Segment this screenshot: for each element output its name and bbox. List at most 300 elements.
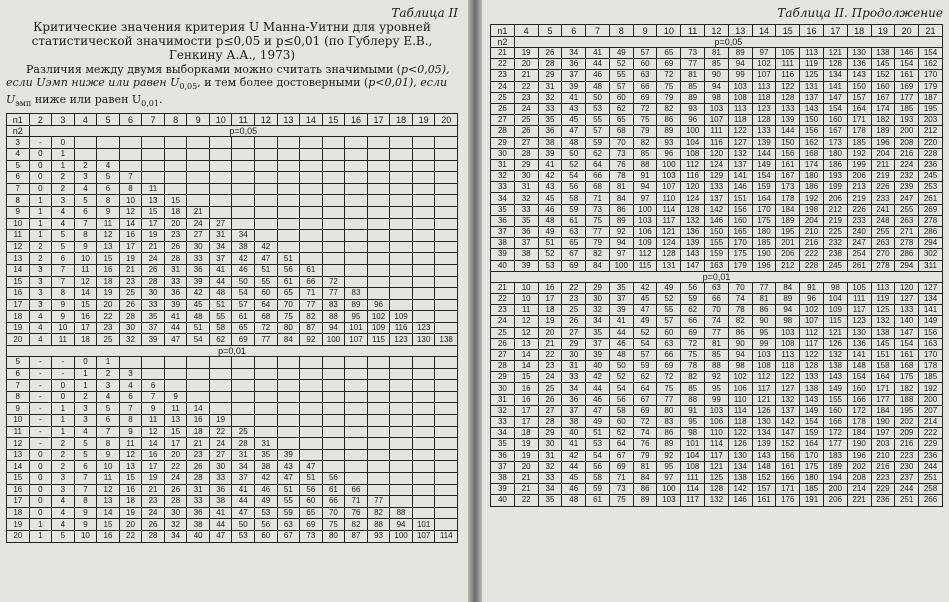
table-cell: 145 <box>871 59 895 70</box>
table-cell: 31 <box>514 182 538 193</box>
table-cell: 1 <box>52 426 75 438</box>
table-cell: 147 <box>895 327 919 338</box>
table-cell: 80 <box>277 322 300 334</box>
table-cell: 219 <box>847 193 871 204</box>
table-cell <box>232 206 255 218</box>
table-cell: 84 <box>609 193 633 204</box>
table-cell: 46 <box>609 338 633 349</box>
table-cell: 116 <box>390 322 413 334</box>
table-cell: 21 <box>119 264 142 276</box>
table-cell: 3 <box>97 380 120 392</box>
table-cell: 36 <box>164 288 187 300</box>
table-cell <box>187 183 210 195</box>
table-cell: 229 <box>919 439 943 450</box>
table-cell <box>345 473 368 485</box>
table-cell: 173 <box>776 182 800 193</box>
table-cell: 28 <box>514 148 538 159</box>
table-cell: 57 <box>657 316 681 327</box>
table-cell: 90 <box>752 316 776 327</box>
corner-n2: n2 <box>7 126 30 137</box>
table-row <box>491 92 943 103</box>
table-cell: 18 <box>97 276 120 288</box>
table-cell <box>232 148 255 160</box>
table-cell: 22 <box>514 495 538 506</box>
table-cell: 103 <box>776 327 800 338</box>
table-cell: 223 <box>871 472 895 483</box>
table-cell: 14 <box>119 218 142 230</box>
table-cell: 261 <box>847 260 871 271</box>
title-line: Генкину А.А., 1973) <box>168 48 296 62</box>
table-row <box>491 193 943 204</box>
table-row <box>7 322 458 334</box>
table-cell <box>277 438 300 450</box>
table-cell <box>277 241 300 253</box>
table-cell: 122 <box>776 372 800 383</box>
table-cell: 72 <box>681 338 705 349</box>
table-cell: 25 <box>119 288 142 300</box>
table-cell: 192 <box>919 383 943 394</box>
table-cell: 302 <box>919 249 943 260</box>
table-cell: 194 <box>823 472 847 483</box>
table-cell <box>232 195 255 207</box>
table-cell: 94 <box>776 305 800 316</box>
table-cell: 197 <box>871 428 895 439</box>
table-cell: 21 <box>142 241 165 253</box>
table-cell: 26 <box>538 394 562 405</box>
table-cell: 138 <box>871 48 895 59</box>
table-cell: 43 <box>538 182 562 193</box>
table-cell <box>412 415 435 427</box>
table-cell: 20 <box>514 461 538 472</box>
table-cell: 176 <box>776 495 800 506</box>
table-cell: 2 <box>52 461 75 473</box>
table-cell <box>345 137 368 149</box>
table-cell: 47 <box>232 507 255 519</box>
table-cell <box>255 218 278 230</box>
table-cell: 1 <box>74 380 97 392</box>
table-cell: 32 <box>491 171 515 182</box>
table-cell: 126 <box>823 338 847 349</box>
table-cell: 57 <box>633 48 657 59</box>
table-cell <box>232 183 255 195</box>
table-cell: 184 <box>871 405 895 416</box>
table-cell: 155 <box>705 238 729 249</box>
table-cell: 37 <box>514 238 538 249</box>
table-cell: 39 <box>491 249 515 260</box>
table-cell: 109 <box>823 305 847 316</box>
table-cell: 45 <box>562 472 586 483</box>
table-cell: 154 <box>919 48 943 59</box>
table-row <box>7 415 458 427</box>
table-row <box>491 394 943 405</box>
table-row <box>491 484 943 495</box>
table-cell: 109 <box>633 238 657 249</box>
table-cell: 100 <box>633 204 657 215</box>
table-cell: 84 <box>277 334 300 346</box>
table-cell <box>390 403 413 415</box>
table-cell: 11 <box>142 183 165 195</box>
table-cell: 12 <box>142 426 165 438</box>
table-cell <box>322 172 345 184</box>
table-cell <box>435 137 458 149</box>
table-cell: 60 <box>300 496 323 508</box>
table-cell: 41 <box>562 439 586 450</box>
table-cell: 132 <box>871 316 895 327</box>
table-cell: 112 <box>681 159 705 170</box>
table-cell <box>255 368 278 380</box>
table-cell <box>412 264 435 276</box>
table-cell: 51 <box>255 264 278 276</box>
table-cell: 212 <box>919 126 943 137</box>
table-cell: 0 <box>52 380 75 392</box>
table-cell: 3 <box>119 368 142 380</box>
table-cell <box>367 218 390 230</box>
table-cell: 201 <box>776 238 800 249</box>
table-cell: 23 <box>119 276 142 288</box>
table-cell: 8 <box>7 391 30 403</box>
table-cell: 110 <box>705 428 729 439</box>
table-cell: 219 <box>871 171 895 182</box>
table-cell <box>74 137 97 149</box>
mann-whitney-table-left <box>6 113 458 542</box>
table-cell: 58 <box>586 472 610 483</box>
table-cell: 116 <box>776 70 800 81</box>
table-cell: 118 <box>728 417 752 428</box>
table-cell: 7 <box>74 484 97 496</box>
table-cell: 91 <box>633 171 657 182</box>
table-cell <box>412 426 435 438</box>
column-header: 18 <box>390 114 413 126</box>
table-cell: 236 <box>919 159 943 170</box>
table-cell <box>367 195 390 207</box>
table-cell: 206 <box>823 495 847 506</box>
table-cell: 49 <box>609 48 633 59</box>
table-row <box>7 426 458 438</box>
table-cell: 21 <box>514 472 538 483</box>
table-cell: 6 <box>142 380 165 392</box>
table-cell: 49 <box>586 417 610 428</box>
table-cell: 27 <box>562 327 586 338</box>
table-cell <box>300 183 323 195</box>
table-cell: 30 <box>514 171 538 182</box>
table-cell: 113 <box>800 48 824 59</box>
table-cell: 16 <box>97 264 120 276</box>
table-row <box>491 238 943 249</box>
table-cell: 32 <box>538 461 562 472</box>
table-cell: 4 <box>52 496 75 508</box>
table-cell: 68 <box>255 311 278 323</box>
table-cell: 119 <box>800 59 824 70</box>
table-cell: 7 <box>119 172 142 184</box>
table-cell: 19 <box>119 253 142 265</box>
table-cell: 81 <box>705 48 729 59</box>
table-cell: 28 <box>491 361 515 372</box>
table-cell: 117 <box>847 305 871 316</box>
table-cell: 132 <box>823 349 847 360</box>
table-cell: 113 <box>871 282 895 293</box>
table-cell: 107 <box>800 316 824 327</box>
table-cell: 137 <box>776 405 800 416</box>
table-cell: 0 <box>29 473 52 485</box>
table-cell: 66 <box>657 349 681 360</box>
table-cell: 85 <box>681 81 705 92</box>
table-cell: 26 <box>164 484 187 496</box>
table-cell <box>209 206 232 218</box>
table-cell <box>412 230 435 242</box>
table-cell <box>255 172 278 184</box>
table-cell: 4 <box>74 183 97 195</box>
table-cell <box>255 206 278 218</box>
table-cell <box>232 368 255 380</box>
table-cell: 77 <box>300 299 323 311</box>
table-cell <box>412 391 435 403</box>
table-cell: 132 <box>776 394 800 405</box>
table-cell: 55 <box>255 276 278 288</box>
column-header: 10 <box>657 25 681 37</box>
table-cell: 95 <box>681 417 705 428</box>
table-cell: 211 <box>871 159 895 170</box>
table-cell <box>187 391 210 403</box>
header-row <box>7 114 458 126</box>
table-cell: 103 <box>705 103 729 114</box>
table-cell: 43 <box>562 103 586 114</box>
table-cell: 38 <box>562 417 586 428</box>
table-cell: 23 <box>187 449 210 461</box>
table-cell <box>367 415 390 427</box>
table-cell: 94 <box>633 182 657 193</box>
table-cell: 164 <box>800 439 824 450</box>
table-cell: 57 <box>232 299 255 311</box>
table-cell: 111 <box>847 293 871 304</box>
table-cell: 154 <box>800 417 824 428</box>
table-cell: 28 <box>164 253 187 265</box>
table-cell: 69 <box>300 519 323 531</box>
table-cell: 50 <box>232 276 255 288</box>
table-cell: 117 <box>705 450 729 461</box>
corner-n2: n2 <box>491 37 515 48</box>
table-cell: 224 <box>895 159 919 170</box>
table-cell: 13 <box>7 449 30 461</box>
table-cell <box>390 391 413 403</box>
table-cell: 33 <box>142 299 165 311</box>
table-cell: 26 <box>119 299 142 311</box>
table-cell: 66 <box>322 496 345 508</box>
table-cell: 189 <box>776 215 800 226</box>
table-cell: 62 <box>586 148 610 159</box>
table-cell <box>345 264 368 276</box>
table-cell <box>142 148 165 160</box>
table-row <box>7 172 458 184</box>
table-cell: 22 <box>491 293 515 304</box>
table-cell: 46 <box>586 394 610 405</box>
table-cell: 146 <box>728 495 752 506</box>
table-cell: 163 <box>705 260 729 271</box>
table-cell: 185 <box>919 372 943 383</box>
table-cell: 7 <box>142 391 165 403</box>
table-cell: 6 <box>97 415 120 427</box>
table-cell <box>345 403 368 415</box>
table-cell: 133 <box>895 305 919 316</box>
table-cell: 121 <box>823 48 847 59</box>
table-cell: 81 <box>633 461 657 472</box>
table-cell: 64 <box>586 159 610 170</box>
table-cell: 64 <box>255 299 278 311</box>
table-cell: 2 <box>29 241 52 253</box>
table-cell: 141 <box>919 305 943 316</box>
table-cell: 124 <box>705 159 729 170</box>
table-row <box>7 241 458 253</box>
table-cell <box>232 160 255 172</box>
table-cell: 158 <box>871 361 895 372</box>
table-cell <box>345 391 368 403</box>
section-label: p=0,05 <box>514 37 942 48</box>
table-cell: 93 <box>681 103 705 114</box>
table-cell: 30 <box>119 322 142 334</box>
table-cell: 75 <box>609 495 633 506</box>
table-cell: 34 <box>232 461 255 473</box>
table-cell: 29 <box>586 282 610 293</box>
table-cell: 122 <box>728 428 752 439</box>
table-cell: 72 <box>633 417 657 428</box>
table-cell: 203 <box>919 115 943 126</box>
table-cell <box>435 484 458 496</box>
table-cell: 138 <box>435 334 458 346</box>
table-cell: 140 <box>895 316 919 327</box>
table-cell: 160 <box>823 405 847 416</box>
table-cell: 54 <box>232 288 255 300</box>
table-cell: 6 <box>52 253 75 265</box>
table-cell: 13 <box>164 415 187 427</box>
table-cell: 121 <box>657 227 681 238</box>
table-cell: 17 <box>164 438 187 450</box>
table-cell: 35 <box>491 439 515 450</box>
table-cell: 22 <box>538 349 562 360</box>
table-cell: 90 <box>728 338 752 349</box>
table-cell <box>187 357 210 369</box>
table-cell: 15 <box>97 253 120 265</box>
table-cell: 191 <box>800 495 824 506</box>
table-cell: 159 <box>752 182 776 193</box>
table-cell: 69 <box>681 327 705 338</box>
table-cell <box>255 426 278 438</box>
table-cell: 33 <box>562 372 586 383</box>
table-cell: 35 <box>255 449 278 461</box>
table-cell <box>435 183 458 195</box>
table-cell: 55 <box>609 70 633 81</box>
column-header: 6 <box>562 25 586 37</box>
table-cell: 47 <box>633 305 657 316</box>
table-cell: 56 <box>322 473 345 485</box>
table-cell: 62 <box>633 372 657 383</box>
table-cell: 68 <box>586 182 610 193</box>
table-cell: 180 <box>800 171 824 182</box>
section-row <box>7 346 458 357</box>
table-cell: 103 <box>657 495 681 506</box>
table-cell: 65 <box>300 507 323 519</box>
table-row <box>7 160 458 172</box>
table-cell: 39 <box>187 276 210 288</box>
table-cell: 49 <box>633 316 657 327</box>
table-cell: 75 <box>586 215 610 226</box>
table-cell: 18 <box>7 507 30 519</box>
table-cell: 30 <box>538 439 562 450</box>
table-cell: 78 <box>609 171 633 182</box>
table-cell: 45 <box>633 293 657 304</box>
table-cell: 6 <box>7 172 30 184</box>
table-cell <box>390 496 413 508</box>
table-cell: 24 <box>142 507 165 519</box>
column-header: 3 <box>52 114 75 126</box>
column-header: 11 <box>232 114 255 126</box>
table-cell: 129 <box>705 171 729 182</box>
table-cell: 1 <box>52 403 75 415</box>
table-cell: 105 <box>847 282 871 293</box>
table-cell <box>390 299 413 311</box>
table-cell: 14 <box>142 438 165 450</box>
table-cell: 171 <box>847 115 871 126</box>
table-cell <box>390 288 413 300</box>
table-cell: 48 <box>187 311 210 323</box>
table-cell: 143 <box>823 372 847 383</box>
table-cell <box>367 380 390 392</box>
table-cell: 40 <box>586 361 610 372</box>
table-cell <box>277 148 300 160</box>
table-cell: 119 <box>871 293 895 304</box>
table-cell: 226 <box>871 182 895 193</box>
table-cell <box>345 183 368 195</box>
table-cell: 8 <box>119 183 142 195</box>
table-cell: 65 <box>657 48 681 59</box>
significance-note: Различия между двумя выборками можно считать значимыми (p<0,05), если Uэмп ниже или равен $U_{0,05}$, и тем более достоверными (p<0,01), если $U_{эмп}$ ниже или равен $U_{0,01}$. <box>6 63 450 109</box>
table-cell: 44 <box>164 322 187 334</box>
table-cell: 16 <box>538 282 562 293</box>
table-cell: 67 <box>562 249 586 260</box>
table-cell: 5 <box>74 438 97 450</box>
table-cell: 25 <box>538 383 562 394</box>
table-cell: 63 <box>705 282 729 293</box>
table-cell: 128 <box>681 204 705 215</box>
table-cell: 111 <box>776 59 800 70</box>
table-row <box>7 461 458 473</box>
table-cell: 73 <box>681 48 705 59</box>
table-row <box>7 391 458 403</box>
table-cell: 145 <box>871 338 895 349</box>
table-cell: 36 <box>491 215 515 226</box>
table-cell <box>322 449 345 461</box>
table-cell: 6 <box>97 183 120 195</box>
table-cell: 60 <box>609 92 633 103</box>
table-cell: 182 <box>895 383 919 394</box>
table-cell: 48 <box>609 349 633 360</box>
table-cell: 29 <box>514 159 538 170</box>
table-cell <box>367 206 390 218</box>
table-cell: 94 <box>390 519 413 531</box>
table-cell: 42 <box>255 473 278 485</box>
table-cell <box>300 449 323 461</box>
table-cell: 187 <box>919 92 943 103</box>
table-cell: 114 <box>705 439 729 450</box>
table-cell: 61 <box>232 311 255 323</box>
table-row <box>491 428 943 439</box>
table-cell: 127 <box>895 293 919 304</box>
table-cell: 29 <box>562 338 586 349</box>
table-cell: 143 <box>800 103 824 114</box>
table-cell: 137 <box>705 193 729 204</box>
column-header: 10 <box>209 114 232 126</box>
table-cell: 37 <box>586 338 610 349</box>
table-cell: 38 <box>187 519 210 531</box>
table-cell: 4 <box>52 218 75 230</box>
